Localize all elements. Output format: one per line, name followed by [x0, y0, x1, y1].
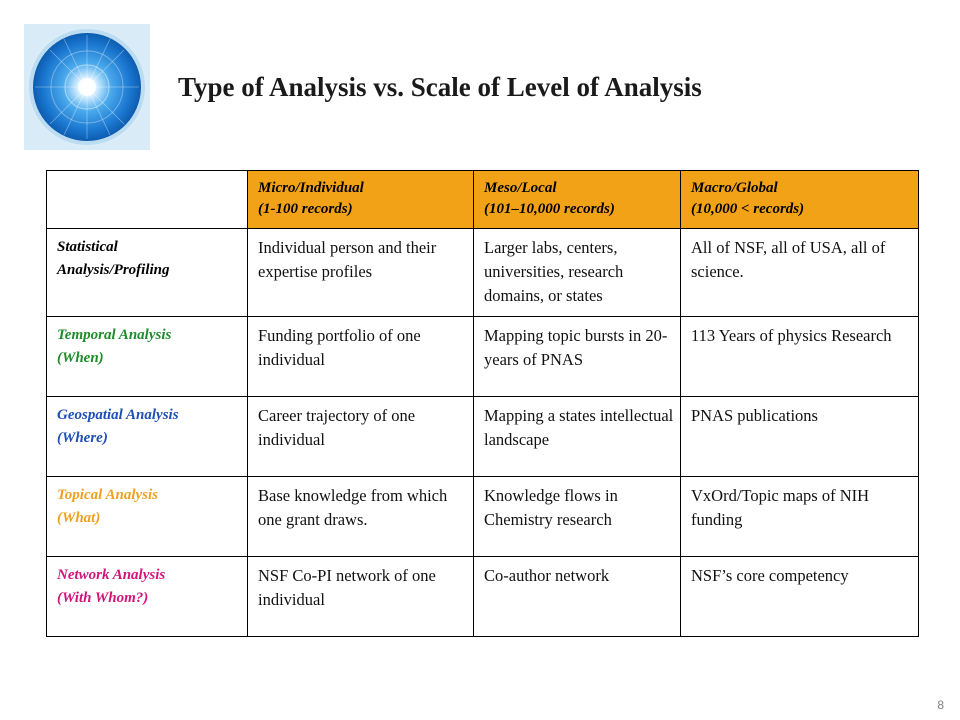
row-label-line: (Where): [57, 430, 108, 447]
header-micro: [248, 171, 474, 229]
row-label-temporal: [47, 316, 248, 396]
table-row: [47, 476, 919, 556]
table-cell: Mapping a states intellectual landscape: [474, 396, 681, 476]
table-row: [47, 316, 919, 396]
row-label-line: (When): [57, 350, 104, 367]
analysis-table: [46, 170, 919, 637]
row-label-line: Analysis/Profiling: [57, 262, 170, 279]
table-cell: Mapping topic bursts in 20-years of PNAS: [474, 316, 681, 396]
table-cell: Co-author network: [474, 556, 681, 636]
header-sublabel: (1-100 records): [258, 201, 353, 217]
row-label-line: Geospatial Analysis: [57, 406, 179, 423]
table-row: [47, 396, 919, 476]
table-cell: NSF’s core competency: [681, 556, 919, 636]
table-cell: All of NSF, all of USA, all of science.: [681, 229, 919, 317]
header-label: Meso/Local: [484, 180, 557, 196]
page-number: 8: [937, 698, 944, 712]
row-label-line: Topical Analysis: [57, 486, 158, 503]
header-macro: [681, 171, 919, 229]
header-sublabel: (101–10,000 records): [484, 201, 615, 217]
globe-logo-icon: [24, 24, 150, 150]
header-sublabel: (10,000 < records): [691, 201, 805, 217]
table-cell: Larger labs, centers, universities, research domains, or states: [474, 229, 681, 317]
row-label-topical: [47, 476, 248, 556]
table-row: [47, 229, 919, 317]
row-label-statistical: [47, 229, 248, 317]
header-corner-cell: [47, 171, 248, 229]
table-cell: Knowledge flows in Chemistry research: [474, 476, 681, 556]
row-label-line: Network Analysis: [57, 566, 166, 583]
table-cell: Funding portfolio of one individual: [248, 316, 474, 396]
table-header-row: [47, 171, 919, 229]
row-label-line: Statistical: [57, 239, 118, 255]
table-cell: Base knowledge from which one grant draws.: [248, 476, 474, 556]
table-row: [47, 556, 919, 636]
row-label-network: [47, 556, 248, 636]
row-label-line: (What): [57, 510, 101, 527]
table-cell: NSF Co-PI network of one individual: [248, 556, 474, 636]
table-cell: Individual person and their expertise profiles: [248, 229, 474, 317]
row-label-geospatial: [47, 396, 248, 476]
table-cell: 113 Years of physics Research: [681, 316, 919, 396]
header-meso: [474, 171, 681, 229]
header-label: Micro/Individual: [258, 180, 364, 196]
row-label-line: (With Whom?): [57, 590, 149, 607]
table-cell: VxOrd/Topic maps of NIH funding: [681, 476, 919, 556]
table-cell: PNAS publications: [681, 396, 919, 476]
row-label-line: Temporal Analysis: [57, 326, 172, 343]
page-title: Type of Analysis vs. Scale of Level of Analysis: [178, 72, 702, 102]
table-cell: Career trajectory of one individual: [248, 396, 474, 476]
header-label: Macro/Global: [691, 180, 778, 196]
